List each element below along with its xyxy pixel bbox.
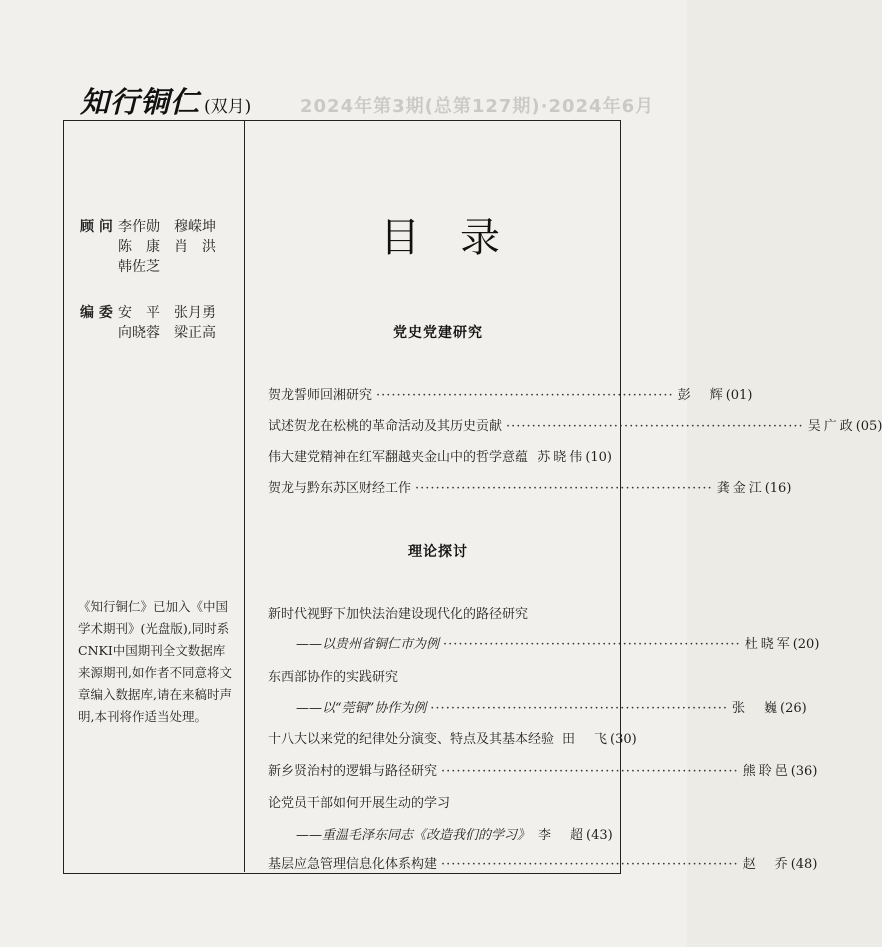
- entry-author: 彭 辉: [677, 388, 726, 403]
- staff-role: 顾 问: [80, 219, 113, 235]
- entry-title[interactable]: 论党员干部如何开展生动的学习: [268, 796, 451, 811]
- toc-title: 目录: [380, 215, 540, 261]
- toc-entry[interactable]: 贺龙与黔东苏区财经工作 ·························································· 龚金江 (16): [268, 477, 612, 496]
- entry-page: (43): [586, 828, 613, 843]
- staff-editors: [80, 303, 216, 343]
- journal-frequency: (双月): [204, 97, 252, 117]
- entry-author: 杜晓军: [744, 637, 793, 652]
- section-title: 理论探讨: [408, 544, 468, 560]
- entry-title: 试述贺龙在松桃的革命活动及其历史贡献: [268, 419, 503, 434]
- entry-author: 熊聆邑: [742, 764, 791, 779]
- entry-author: 苏晓伟: [537, 450, 586, 465]
- entry-title[interactable]: 新时代视野下加快法治建设现代化的路径研究: [268, 607, 529, 622]
- entry-page: (01): [725, 388, 753, 403]
- header-bleed-through: 2024年第3期(总第127期)·2024年6月: [300, 96, 655, 117]
- entry-author: 吴广政: [807, 419, 856, 434]
- staff-advisors: [80, 217, 216, 277]
- column-divider: [244, 120, 245, 872]
- toc-entry[interactable]: ——以贵州省铜仁市为例 ·························································· 杜晓军 (20): [268, 633, 612, 652]
- section-title: 党史党建研究: [393, 325, 483, 341]
- toc-entry[interactable]: 贺龙誓师回湘研究 ·························································· 彭 辉 (01): [268, 384, 612, 403]
- entry-author: 田 飞: [562, 732, 611, 747]
- database-notice: 《知行铜仁》已加入《中国学术期刊》(光盘版),同时系CNKI中国期刊全文数据库来源期刊,如作者不同意将文章编入数据库,请在来稿时声明,本刊将作适当处理。: [78, 599, 232, 724]
- entry-page: (26): [780, 701, 807, 716]
- journal-logo: 知行铜仁: [80, 85, 201, 119]
- entry-subtitle: ——以贵州省铜仁市为例: [296, 637, 440, 652]
- toc-entry[interactable]: [268, 728, 637, 747]
- entry-author: 李 超: [538, 828, 587, 843]
- staff-role: 编 委: [80, 305, 113, 321]
- staff-names: 安 平 张月勇: [118, 305, 216, 321]
- entry-subtitle: ——重温毛泽东同志《改造我们的学习》: [296, 828, 531, 843]
- staff-names: 向晓蓉 梁正高: [118, 325, 216, 341]
- entry-page: (48): [790, 857, 818, 872]
- entry-author: 赵 乔: [742, 857, 791, 872]
- toc-entry[interactable]: 新乡贤治村的逻辑与路径研究 ·························································· 熊聆邑 (36): [268, 760, 612, 779]
- entry-page: (30): [610, 732, 637, 747]
- toc-entry[interactable]: 试述贺龙在松桃的革命活动及其历史贡献 ·························································· 吴广政 (05): [268, 415, 612, 434]
- entry-title: 贺龙誓师回湘研究: [268, 388, 373, 403]
- entry-title: 贺龙与黔东苏区财经工作: [268, 481, 412, 496]
- entry-page: (20): [792, 637, 820, 652]
- entry-author: 张 巍: [731, 701, 780, 716]
- toc-entry[interactable]: [268, 446, 612, 465]
- entry-page: (36): [790, 764, 818, 779]
- masthead: [80, 80, 251, 121]
- staff-names: 韩佐芝: [118, 259, 160, 275]
- entry-title: 伟大建党精神在红军翻越夹金山中的哲学意蕴: [268, 450, 529, 465]
- entry-page: (10): [585, 450, 612, 465]
- entry-title[interactable]: 东西部协作的实践研究: [268, 670, 399, 685]
- entry-title: 基层应急管理信息化体系构建: [268, 857, 438, 872]
- staff-names: 李作勋 穆嵘坤: [118, 219, 216, 235]
- entry-title: 新乡贤治村的逻辑与路径研究: [268, 764, 438, 779]
- staff-names: 陈 康 肖 洪: [118, 239, 216, 255]
- entry-page: (05): [855, 419, 882, 434]
- entry-author: 龚金江: [716, 481, 765, 496]
- entry-title: 十八大以来党的纪律处分演变、特点及其基本经验: [268, 732, 555, 747]
- entry-subtitle: ——以“莞铜”协作为例: [296, 701, 427, 716]
- toc-entry[interactable]: [268, 824, 612, 843]
- toc-entry[interactable]: 基层应急管理信息化体系构建 ·························································· 赵 乔 (48): [268, 853, 612, 872]
- entry-page: (16): [764, 481, 792, 496]
- toc-entry[interactable]: ——以“莞铜”协作为例 ·························································· 张 巍 (26): [268, 697, 612, 716]
